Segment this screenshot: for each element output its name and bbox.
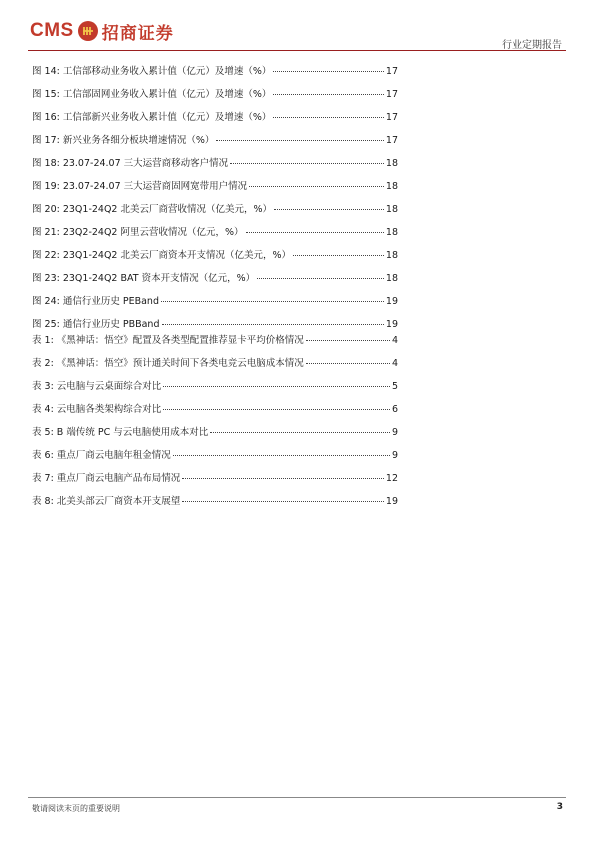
dot-leader: [161, 301, 384, 302]
toc-label: 表 8: 北美头部云厂商资本开支展望: [32, 496, 181, 507]
toc-page: 18: [385, 273, 398, 284]
logo-cms-text: CMS: [30, 20, 74, 41]
toc-page: 6: [391, 404, 398, 415]
toc-page: 18: [385, 158, 398, 169]
dot-leader: [273, 94, 384, 95]
toc-label: 图 21: 23Q2-24Q2 阿里云营收情况（亿元，%）: [32, 227, 244, 238]
toc-entry[interactable]: [32, 493, 398, 516]
toc-entry[interactable]: [32, 178, 398, 201]
header-divider: [28, 50, 566, 51]
toc-label: 图 20: 23Q1-24Q2 北美云厂商营收情况（亿美元，%）: [32, 204, 273, 215]
dot-leader: [273, 71, 384, 72]
toc-entry[interactable]: [32, 270, 398, 293]
toc-label: 图 18: 23.07-24.07 三大运营商移动客户情况: [32, 158, 229, 169]
toc-entry[interactable]: [32, 132, 398, 155]
toc-page: 18: [385, 204, 398, 215]
dot-leader: [306, 340, 390, 341]
toc-page: 4: [391, 358, 398, 369]
company-logo: [30, 18, 174, 44]
toc-label: 图 24: 通信行业历史 PEBand: [32, 296, 159, 307]
toc-entry[interactable]: [32, 86, 398, 109]
toc-label: 图 23: 23Q1-24Q2 BAT 资本开支情况（亿元，%）: [32, 273, 256, 284]
toc-label: 图 17: 新兴业务各细分板块增速情况（%）: [32, 135, 215, 146]
toc-label: 表 5: B 端传统 PC 与云电脑使用成本对比: [32, 427, 209, 438]
toc-entry[interactable]: [32, 155, 398, 178]
dot-leader: [274, 209, 384, 210]
toc-page: 19: [385, 296, 398, 307]
toc-page: 9: [391, 427, 398, 438]
toc-page: 18: [385, 250, 398, 261]
toc-page: 18: [385, 227, 398, 238]
toc-label: 图 14: 工信部移动业务收入累计值（亿元）及增速（%）: [32, 66, 272, 77]
logo-chinese-text: 招商证券: [101, 23, 174, 44]
dot-leader: [173, 455, 390, 456]
page-header: [0, 0, 595, 51]
logo-emblem-icon: [78, 21, 98, 41]
toc-entry[interactable]: [32, 424, 398, 447]
dot-leader: [293, 255, 384, 256]
page-number: 3: [556, 802, 563, 812]
dot-leader: [246, 232, 384, 233]
toc-label: 图 19: 23.07-24.07 三大运营商固网宽带用户情况: [32, 181, 248, 192]
toc-label: 图 16: 工信部新兴业务收入累计值（亿元）及增速（%）: [32, 112, 272, 123]
toc-label: 表 6: 重点厂商云电脑年租金情况: [32, 450, 171, 461]
toc-label: 表 7: 重点厂商云电脑产品布局情况: [32, 473, 181, 484]
toc-entry[interactable]: [32, 224, 398, 247]
dot-leader: [210, 432, 390, 433]
toc-page: 19: [385, 319, 398, 330]
toc-entry[interactable]: [32, 401, 398, 424]
disclaimer-note: 敬请阅读末页的重要说明: [32, 804, 120, 813]
dot-leader: [163, 409, 390, 410]
toc-label: 表 4: 云电脑各类架构综合对比: [32, 404, 162, 415]
toc-page: 12: [385, 473, 398, 484]
toc-entry[interactable]: [32, 293, 398, 316]
dot-leader: [162, 324, 384, 325]
toc-label: 表 2: 《黑神话：悟空》预计通关时间下各类电竞云电脑成本情况: [32, 358, 304, 369]
toc-label: 表 3: 云电脑与云桌面综合对比: [32, 381, 162, 392]
toc-entry[interactable]: [32, 447, 398, 470]
toc-page: 4: [391, 335, 398, 346]
dot-leader: [182, 478, 384, 479]
toc-entry[interactable]: [32, 247, 398, 270]
toc-entry[interactable]: [32, 201, 398, 224]
toc-entry[interactable]: [32, 63, 398, 86]
dot-leader: [216, 140, 384, 141]
toc-label: 图 25: 通信行业历史 PBBand: [32, 319, 160, 330]
dot-leader: [257, 278, 384, 279]
toc-page: 19: [385, 496, 398, 507]
toc-page: 18: [385, 181, 398, 192]
table-list: [32, 332, 398, 516]
report-type-label: 行业定期报告: [502, 40, 562, 51]
toc-entry[interactable]: [32, 355, 398, 378]
footer-divider: [28, 797, 566, 798]
toc-page: 17: [385, 112, 398, 123]
toc-label: 表 1: 《黑神话：悟空》配置及各类型配置推荐显卡平均价格情况: [32, 335, 304, 346]
toc-entry[interactable]: [32, 378, 398, 401]
toc-entry[interactable]: [32, 470, 398, 493]
toc-label: 图 15: 工信部固网业务收入累计值（亿元）及增速（%）: [32, 89, 272, 100]
dot-leader: [230, 163, 384, 164]
dot-leader: [249, 186, 384, 187]
dot-leader: [306, 363, 390, 364]
toc-label: 图 22: 23Q1-24Q2 北美云厂商资本开支情况（亿美元，%）: [32, 250, 292, 261]
toc-page: 5: [391, 381, 398, 392]
figure-list: [32, 63, 398, 339]
toc-entry[interactable]: [32, 109, 398, 132]
dot-leader: [182, 501, 384, 502]
toc-page: 17: [385, 89, 398, 100]
toc-page: 17: [385, 135, 398, 146]
dot-leader: [163, 386, 390, 387]
toc-entry[interactable]: [32, 332, 398, 355]
toc-page: 9: [391, 450, 398, 461]
toc-page: 17: [385, 66, 398, 77]
dot-leader: [273, 117, 384, 118]
